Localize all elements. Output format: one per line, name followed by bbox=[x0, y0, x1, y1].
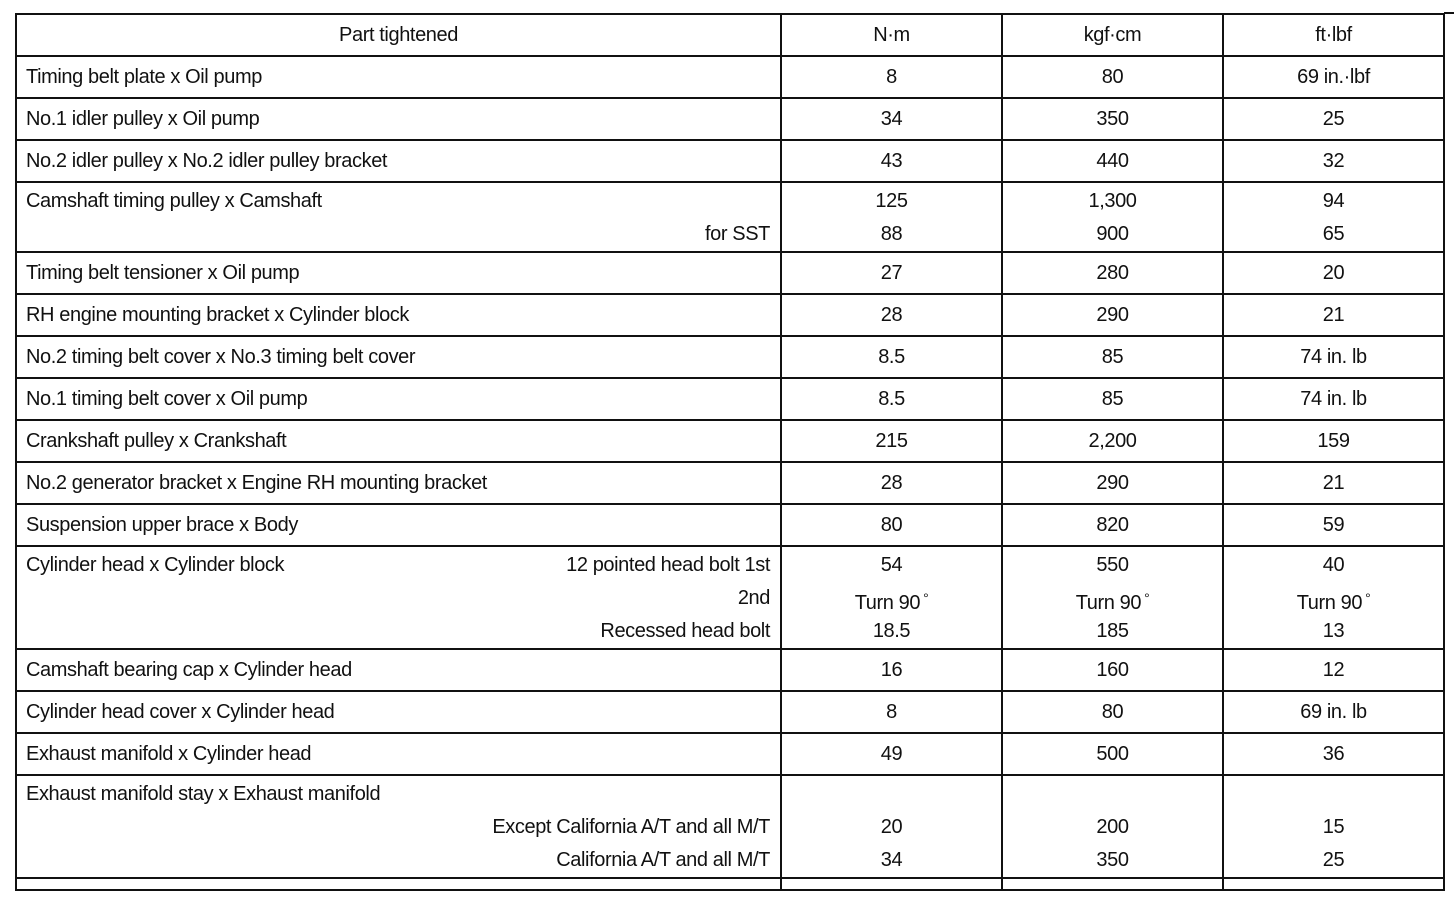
cut-cell bbox=[16, 878, 781, 890]
part-name: Exhaust manifold x Cylinder head bbox=[26, 743, 312, 765]
header-nm: N·m bbox=[781, 14, 1002, 56]
ftlbf-cell bbox=[1223, 733, 1444, 775]
ftlbf-value: 13 bbox=[1322, 620, 1345, 642]
ftlbf-value: 159 bbox=[1317, 430, 1350, 452]
part-name: Timing belt tensioner x Oil pump bbox=[26, 262, 300, 284]
ftlbf-value: 20 bbox=[1322, 262, 1345, 284]
kgfcm-value: 440 bbox=[1096, 150, 1129, 172]
part-name: Exhaust manifold stay x Exhaust manifold bbox=[26, 783, 381, 805]
degree-symbol: ° bbox=[923, 590, 929, 606]
ftlbf-cell bbox=[1223, 252, 1444, 294]
table-row bbox=[16, 504, 1444, 546]
value-line bbox=[782, 615, 1001, 648]
kgfcm-value: 200 bbox=[1096, 816, 1129, 838]
kgfcm-value: 80 bbox=[1101, 66, 1124, 88]
nm-cell bbox=[781, 775, 1002, 878]
ftlbf-cell bbox=[1223, 546, 1444, 649]
part-line bbox=[17, 549, 780, 582]
part-line bbox=[17, 141, 780, 181]
part-line bbox=[17, 99, 780, 139]
part-line bbox=[17, 57, 780, 97]
value-line bbox=[1003, 463, 1222, 503]
value-line bbox=[1003, 185, 1222, 218]
nm-cell bbox=[781, 649, 1002, 691]
nm-value: 125 bbox=[875, 190, 908, 212]
part-name: No.2 timing belt cover x No.3 timing belt cover bbox=[26, 346, 416, 368]
cut-cell bbox=[781, 878, 1002, 890]
nm-value: 20 bbox=[880, 816, 903, 838]
nm-cell bbox=[781, 504, 1002, 546]
ftlbf-cell bbox=[1223, 378, 1444, 420]
value-line bbox=[1224, 253, 1443, 293]
nm-value: 28 bbox=[880, 304, 903, 326]
header-kgfcm: kgf·cm bbox=[1002, 14, 1223, 56]
ftlbf-value: 15 bbox=[1322, 816, 1345, 838]
part-cell bbox=[16, 294, 781, 336]
table-row bbox=[16, 56, 1444, 98]
kgfcm-cell bbox=[1002, 294, 1223, 336]
part-cell bbox=[16, 733, 781, 775]
nm-value: Turn 90 bbox=[854, 592, 921, 614]
table-row bbox=[16, 378, 1444, 420]
value-line bbox=[1224, 844, 1443, 877]
part-condition: 12 pointed head bolt 1st bbox=[566, 554, 770, 576]
nm-value: 34 bbox=[880, 108, 903, 130]
table-body bbox=[16, 56, 1444, 890]
part-sub-line bbox=[17, 844, 780, 877]
ftlbf-cell bbox=[1223, 775, 1444, 878]
nm-value: 27 bbox=[880, 262, 903, 284]
ftlbf-cell bbox=[1223, 420, 1444, 462]
nm-value: 18.5 bbox=[872, 620, 911, 642]
table-row bbox=[16, 182, 1444, 252]
nm-cell bbox=[781, 336, 1002, 378]
table-row bbox=[16, 546, 1444, 649]
value-line bbox=[1003, 811, 1222, 844]
kgfcm-cell bbox=[1002, 649, 1223, 691]
part-line bbox=[17, 295, 780, 335]
nm-cell bbox=[781, 182, 1002, 252]
ftlbf-cell bbox=[1223, 649, 1444, 691]
part-name: No.2 idler pulley x No.2 idler pulley bracket bbox=[26, 150, 388, 172]
part-cell bbox=[16, 56, 781, 98]
part-cell bbox=[16, 462, 781, 504]
kgfcm-value: 290 bbox=[1096, 304, 1129, 326]
value-line bbox=[1003, 218, 1222, 251]
value-line bbox=[1224, 99, 1443, 139]
part-condition: 2nd bbox=[737, 587, 770, 609]
kgfcm-cell bbox=[1002, 775, 1223, 878]
kgfcm-value: 900 bbox=[1096, 223, 1129, 245]
nm-cell bbox=[781, 546, 1002, 649]
value-line bbox=[782, 844, 1001, 877]
part-cell bbox=[16, 546, 781, 649]
ftlbf-value: 21 bbox=[1322, 304, 1345, 326]
value-line bbox=[1003, 549, 1222, 582]
value-line bbox=[1003, 99, 1222, 139]
value-line bbox=[1003, 253, 1222, 293]
table-row bbox=[16, 294, 1444, 336]
part-name: Timing belt plate x Oil pump bbox=[26, 66, 262, 88]
value-line bbox=[782, 185, 1001, 218]
part-cell bbox=[16, 420, 781, 462]
nm-cell bbox=[781, 252, 1002, 294]
nm-value: 80 bbox=[880, 514, 903, 536]
nm-value: 54 bbox=[880, 554, 903, 576]
part-cell bbox=[16, 140, 781, 182]
kgfcm-cell bbox=[1002, 733, 1223, 775]
ftlbf-value: 94 bbox=[1322, 190, 1345, 212]
value-line bbox=[1003, 337, 1222, 377]
value-line bbox=[1224, 421, 1443, 461]
kgfcm-cell bbox=[1002, 378, 1223, 420]
nm-value: 8 bbox=[886, 701, 897, 723]
kgfcm-value: 160 bbox=[1096, 659, 1129, 681]
nm-value: 215 bbox=[875, 430, 908, 452]
ftlbf-cell bbox=[1223, 182, 1444, 252]
nm-value: 8 bbox=[886, 66, 897, 88]
part-cell bbox=[16, 775, 781, 878]
part-cell bbox=[16, 336, 781, 378]
value-line bbox=[1224, 295, 1443, 335]
part-line bbox=[17, 734, 780, 774]
value-line bbox=[1224, 692, 1443, 732]
part-name: Camshaft timing pulley x Camshaft bbox=[26, 190, 322, 212]
nm-cell bbox=[781, 462, 1002, 504]
header-ftlbf: ft·lbf bbox=[1223, 14, 1444, 56]
part-condition: Except California A/T and all M/T bbox=[492, 816, 770, 838]
table-row bbox=[16, 649, 1444, 691]
value-line bbox=[1003, 505, 1222, 545]
value-line bbox=[1003, 615, 1222, 648]
kgfcm-value: 80 bbox=[1101, 701, 1124, 723]
nm-value: 8.5 bbox=[878, 388, 905, 410]
nm-cell bbox=[781, 691, 1002, 733]
kgfcm-value: 85 bbox=[1101, 346, 1124, 368]
kgfcm-value: 1,300 bbox=[1088, 190, 1137, 212]
ftlbf-cell bbox=[1223, 504, 1444, 546]
ftlbf-cell bbox=[1223, 140, 1444, 182]
kgfcm-cell bbox=[1002, 56, 1223, 98]
ftlbf-value: 74 in. lb bbox=[1300, 388, 1367, 410]
part-name: No.1 timing belt cover x Oil pump bbox=[26, 388, 308, 410]
ftlbf-cell bbox=[1223, 56, 1444, 98]
value-line bbox=[1224, 379, 1443, 419]
part-sub-line bbox=[17, 811, 780, 844]
table-row bbox=[16, 98, 1444, 140]
ftlbf-value: 32 bbox=[1322, 150, 1345, 172]
part-cell bbox=[16, 378, 781, 420]
value-line bbox=[782, 295, 1001, 335]
part-line bbox=[17, 505, 780, 545]
nm-value: 16 bbox=[880, 659, 903, 681]
kgfcm-cell bbox=[1002, 252, 1223, 294]
part-name: Camshaft bearing cap x Cylinder head bbox=[26, 659, 352, 681]
part-line bbox=[17, 650, 780, 690]
nm-cell bbox=[781, 140, 1002, 182]
nm-value: 8.5 bbox=[878, 346, 905, 368]
value-line bbox=[1003, 57, 1222, 97]
part-line bbox=[17, 379, 780, 419]
kgfcm-cell bbox=[1002, 546, 1223, 649]
value-line bbox=[782, 549, 1001, 582]
kgfcm-value: 185 bbox=[1096, 620, 1129, 642]
part-name: No.2 generator bracket x Engine RH mounting bracket bbox=[26, 472, 487, 494]
value-line bbox=[1003, 734, 1222, 774]
part-cell bbox=[16, 182, 781, 252]
kgfcm-value: 550 bbox=[1096, 554, 1129, 576]
nm-value: 34 bbox=[880, 849, 903, 871]
value-line bbox=[1224, 218, 1443, 251]
ftlbf-value: 36 bbox=[1322, 743, 1345, 765]
part-line bbox=[17, 463, 780, 503]
value-line bbox=[782, 337, 1001, 377]
nm-value: 88 bbox=[880, 223, 903, 245]
value-line bbox=[1224, 811, 1443, 844]
value-line bbox=[1224, 549, 1443, 582]
value-line bbox=[1003, 582, 1222, 615]
value-line bbox=[1003, 141, 1222, 181]
kgfcm-value: 350 bbox=[1096, 849, 1129, 871]
ftlbf-value: 69 in. lb bbox=[1300, 701, 1367, 723]
part-line bbox=[17, 185, 780, 218]
value-line bbox=[782, 57, 1001, 97]
value-line bbox=[782, 141, 1001, 181]
ftlbf-cell bbox=[1223, 336, 1444, 378]
ftlbf-value: 59 bbox=[1322, 514, 1345, 536]
ftlbf-value: 69 in.·lbf bbox=[1297, 66, 1370, 88]
ftlbf-value: 74 in. lb bbox=[1300, 346, 1367, 368]
value-line bbox=[1003, 692, 1222, 732]
ftlbf-cell bbox=[1223, 691, 1444, 733]
ftlbf-cell bbox=[1223, 294, 1444, 336]
part-name: Cylinder head x Cylinder block bbox=[26, 554, 285, 576]
value-line bbox=[782, 421, 1001, 461]
value-line bbox=[1224, 734, 1443, 774]
nm-value: 49 bbox=[880, 743, 903, 765]
part-line bbox=[17, 337, 780, 377]
kgfcm-value: Turn 90 bbox=[1075, 592, 1142, 614]
part-condition: California A/T and all M/T bbox=[556, 849, 770, 871]
value-line bbox=[782, 253, 1001, 293]
part-name: No.1 idler pulley x Oil pump bbox=[26, 108, 260, 130]
part-line bbox=[17, 253, 780, 293]
value-line bbox=[1003, 421, 1222, 461]
kgfcm-value: 820 bbox=[1096, 514, 1129, 536]
kgfcm-value: 2,200 bbox=[1088, 430, 1137, 452]
value-line bbox=[1224, 778, 1443, 811]
torque-spec-table bbox=[15, 13, 1445, 891]
part-cell bbox=[16, 504, 781, 546]
part-name: Crankshaft pulley x Crankshaft bbox=[26, 430, 287, 452]
nm-cell bbox=[781, 294, 1002, 336]
nm-cell bbox=[781, 733, 1002, 775]
kgfcm-cell bbox=[1002, 420, 1223, 462]
kgfcm-cell bbox=[1002, 504, 1223, 546]
kgfcm-cell bbox=[1002, 691, 1223, 733]
table-row bbox=[16, 775, 1444, 878]
kgfcm-value: 350 bbox=[1096, 108, 1129, 130]
value-line bbox=[1224, 337, 1443, 377]
part-line bbox=[17, 692, 780, 732]
ftlbf-value: 40 bbox=[1322, 554, 1345, 576]
ftlbf-cell bbox=[1223, 462, 1444, 504]
degree-symbol: ° bbox=[1365, 590, 1371, 606]
kgfcm-cell bbox=[1002, 336, 1223, 378]
ftlbf-value: 21 bbox=[1322, 472, 1345, 494]
value-line bbox=[1003, 379, 1222, 419]
cut-cell bbox=[1002, 878, 1223, 890]
value-line bbox=[782, 811, 1001, 844]
header-row bbox=[16, 14, 1444, 56]
value-line bbox=[1224, 650, 1443, 690]
value-line bbox=[1224, 141, 1443, 181]
table-row bbox=[16, 691, 1444, 733]
nm-value: 28 bbox=[880, 472, 903, 494]
header-part: Part tightened bbox=[16, 14, 781, 56]
part-cell bbox=[16, 98, 781, 140]
value-line bbox=[1224, 185, 1443, 218]
table-row bbox=[16, 336, 1444, 378]
part-sub-line bbox=[17, 615, 780, 648]
value-line bbox=[782, 505, 1001, 545]
value-line bbox=[1003, 778, 1222, 811]
value-line bbox=[782, 99, 1001, 139]
value-line bbox=[782, 734, 1001, 774]
kgfcm-value: 500 bbox=[1096, 743, 1129, 765]
kgfcm-cell bbox=[1002, 462, 1223, 504]
part-name: Cylinder head cover x Cylinder head bbox=[26, 701, 335, 723]
part-condition: Recessed head bolt bbox=[600, 620, 770, 642]
value-line bbox=[782, 463, 1001, 503]
table-row bbox=[16, 462, 1444, 504]
value-line bbox=[782, 582, 1001, 615]
part-name: Suspension upper brace x Body bbox=[26, 514, 298, 536]
kgfcm-cell bbox=[1002, 182, 1223, 252]
value-line bbox=[1224, 505, 1443, 545]
part-cell bbox=[16, 252, 781, 294]
value-line bbox=[1003, 650, 1222, 690]
ftlbf-value: 25 bbox=[1322, 108, 1345, 130]
part-condition: for SST bbox=[705, 223, 770, 245]
table-row bbox=[16, 733, 1444, 775]
corner-tick-mark bbox=[1444, 12, 1454, 14]
value-line bbox=[1224, 463, 1443, 503]
value-line bbox=[782, 692, 1001, 732]
nm-cell bbox=[781, 98, 1002, 140]
value-line bbox=[1224, 615, 1443, 648]
nm-value: 43 bbox=[880, 150, 903, 172]
part-line bbox=[17, 421, 780, 461]
value-line bbox=[1224, 582, 1443, 615]
table-row bbox=[16, 420, 1444, 462]
ftlbf-value: 12 bbox=[1322, 659, 1345, 681]
value-line bbox=[782, 778, 1001, 811]
value-line bbox=[1003, 295, 1222, 335]
cut-cell bbox=[1223, 878, 1444, 890]
table-row bbox=[16, 252, 1444, 294]
kgfcm-value: 85 bbox=[1101, 388, 1124, 410]
part-name: RH engine mounting bracket x Cylinder block bbox=[26, 304, 409, 326]
part-sub-line bbox=[17, 218, 780, 251]
part-line bbox=[17, 778, 780, 811]
ftlbf-value: 65 bbox=[1322, 223, 1345, 245]
kgfcm-value: 280 bbox=[1096, 262, 1129, 284]
nm-cell bbox=[781, 56, 1002, 98]
value-line bbox=[782, 218, 1001, 251]
part-cell bbox=[16, 691, 781, 733]
kgfcm-cell bbox=[1002, 98, 1223, 140]
ftlbf-value: Turn 90 bbox=[1296, 592, 1363, 614]
degree-symbol: ° bbox=[1144, 590, 1150, 606]
kgfcm-value: 290 bbox=[1096, 472, 1129, 494]
nm-cell bbox=[781, 378, 1002, 420]
nm-cell bbox=[781, 420, 1002, 462]
kgfcm-cell bbox=[1002, 140, 1223, 182]
ftlbf-cell bbox=[1223, 98, 1444, 140]
part-sub-line bbox=[17, 582, 780, 615]
table-row bbox=[16, 140, 1444, 182]
value-line bbox=[782, 650, 1001, 690]
table-row-continuation bbox=[16, 878, 1444, 890]
part-cell bbox=[16, 649, 781, 691]
ftlbf-value: 25 bbox=[1322, 849, 1345, 871]
value-line bbox=[782, 379, 1001, 419]
value-line bbox=[1003, 844, 1222, 877]
value-line bbox=[1224, 57, 1443, 97]
